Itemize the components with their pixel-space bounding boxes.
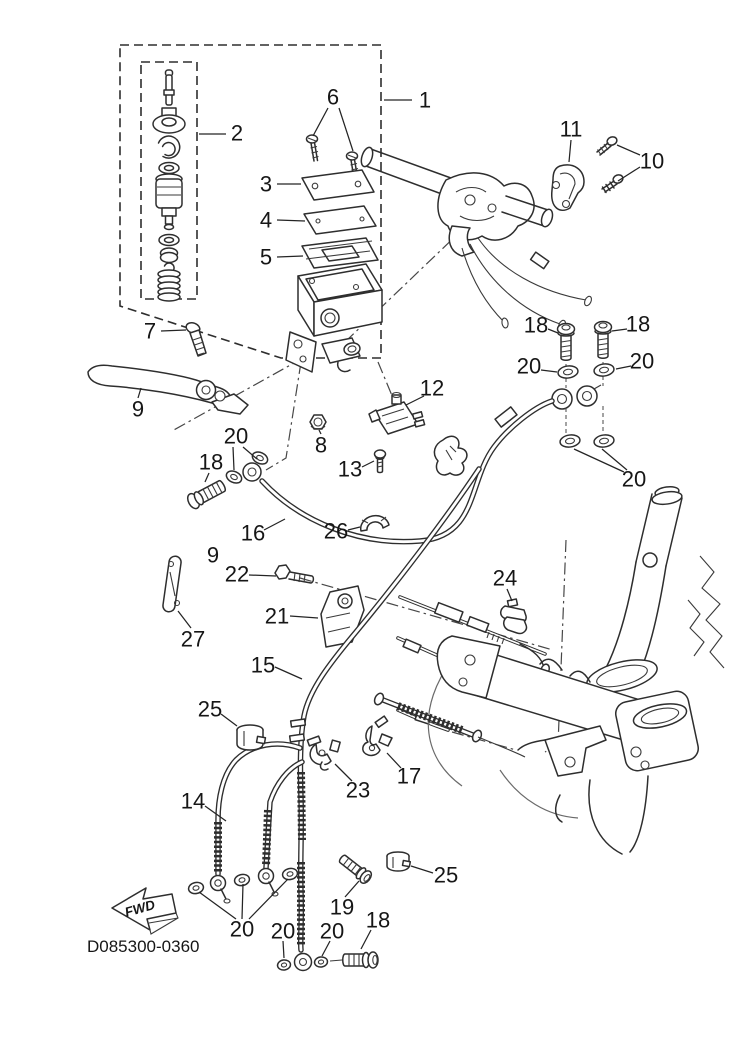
callout-leader-7	[161, 330, 186, 331]
cable-clamp-24	[501, 599, 527, 633]
callout-25: 25	[433, 862, 459, 888]
callout-leader-24	[507, 589, 512, 601]
callout-layer	[132, 85, 664, 959]
callout-20: 20	[516, 353, 542, 379]
callout-leader-18	[361, 930, 371, 949]
callout-2: 2	[230, 120, 244, 146]
callout-19: 19	[329, 894, 355, 920]
callout-leader-13	[362, 461, 374, 467]
callout-20: 20	[229, 916, 255, 942]
callout-14: 14	[180, 788, 206, 814]
callout-leader-16	[264, 519, 285, 530]
callout-leader-27	[178, 611, 191, 628]
callout-leader-25	[221, 714, 237, 726]
callout-15: 15	[250, 652, 276, 678]
callout-leader-4	[277, 220, 305, 221]
callout-25: 25	[197, 696, 223, 722]
callout-7: 7	[143, 318, 157, 344]
reservoir-cap	[302, 170, 374, 200]
callout-13: 13	[337, 456, 363, 482]
callout-leader-20	[242, 884, 243, 919]
callout-20: 20	[319, 918, 345, 944]
callout-leader-20	[283, 941, 284, 958]
callout-leader-26	[348, 527, 360, 530]
callout-18: 18	[625, 311, 651, 337]
callout-18: 18	[365, 907, 391, 933]
brake-switch	[369, 393, 425, 435]
lever-pivot-bolt	[185, 321, 206, 356]
callout-9: 9	[131, 396, 145, 422]
callout-12: 12	[419, 375, 445, 401]
callout-3: 3	[259, 171, 273, 197]
callout-leader-21	[290, 616, 318, 618]
master-cylinder-body	[286, 264, 382, 372]
callout-leader-20	[249, 879, 288, 919]
fork-assembly	[428, 485, 724, 854]
bar-clamp	[552, 165, 584, 210]
callout-leader-22	[249, 575, 276, 576]
callout-5: 5	[259, 244, 273, 270]
callout-16: 16	[240, 520, 266, 546]
callout-leader-18	[612, 329, 627, 331]
upper-banjo-group	[552, 322, 615, 449]
callout-6: 6	[326, 84, 340, 110]
callout-leader-20	[616, 366, 631, 369]
callout-leader-25	[411, 866, 433, 873]
grommet-25-right	[387, 852, 410, 871]
callout-1: 1	[418, 87, 432, 113]
clamp-screws	[597, 136, 624, 193]
callout-leader-20	[199, 892, 236, 919]
callout-leader-20	[541, 370, 557, 372]
diaphragm	[302, 238, 378, 268]
callout-leader-10	[617, 145, 640, 155]
strap-27	[162, 555, 182, 612]
brake-lever	[88, 365, 248, 414]
callout-24: 24	[492, 565, 518, 591]
hose-clip-26	[361, 516, 389, 531]
callout-leader-5	[277, 256, 303, 257]
callout-9: 9	[206, 542, 220, 568]
bolt-19	[337, 852, 374, 885]
callout-27: 27	[180, 626, 206, 652]
callout-leader-15	[275, 667, 302, 679]
fwd-marker	[112, 888, 178, 934]
diagram-code: D085300-0360	[87, 937, 200, 956]
callout-18: 18	[523, 312, 549, 338]
callout-20: 20	[270, 918, 296, 944]
hose-clamp-17	[363, 716, 392, 755]
callout-8: 8	[314, 432, 328, 458]
switch-screw	[375, 450, 386, 473]
callout-20: 20	[223, 423, 249, 449]
callout-leader-20	[233, 447, 234, 470]
callout-10: 10	[639, 148, 665, 174]
callout-leader-6	[313, 108, 328, 136]
callout-23: 23	[345, 777, 371, 803]
callout-17: 17	[396, 763, 422, 789]
harness-boot	[434, 436, 467, 475]
brake-hose-14	[218, 744, 302, 874]
callout-18: 18	[198, 449, 224, 475]
callout-leader-10	[618, 167, 640, 181]
callout-leader-6	[339, 108, 353, 151]
callout-21: 21	[264, 603, 290, 629]
callout-leader-18	[548, 329, 558, 333]
grommet-25-left	[237, 725, 265, 750]
callout-22: 22	[224, 561, 250, 587]
callout-26: 26	[323, 518, 349, 544]
diaphragm-plate	[304, 206, 376, 234]
bottom-banjo-group	[277, 952, 378, 971]
callout-leader-11	[569, 140, 571, 162]
piston-kit	[153, 70, 185, 301]
callout-20: 20	[629, 348, 655, 374]
callout-11: 11	[559, 116, 583, 142]
bracket-21	[321, 586, 364, 647]
callout-20: 20	[621, 466, 647, 492]
callout-4: 4	[259, 207, 273, 233]
lever-nut	[310, 415, 326, 429]
fwd-label: FWD	[123, 897, 157, 920]
